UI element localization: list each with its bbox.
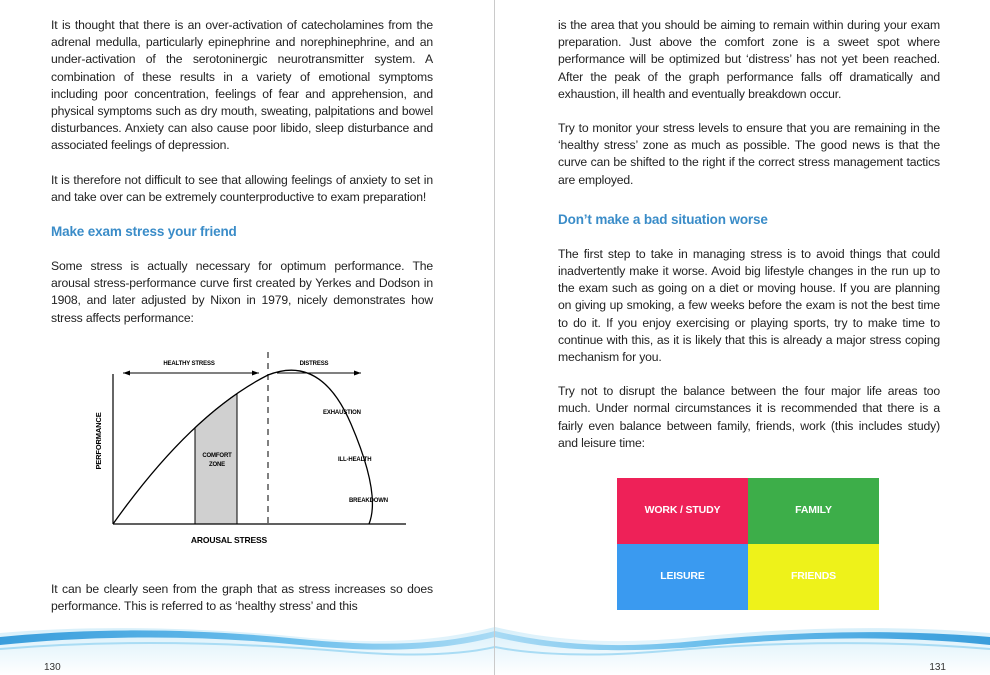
right-paragraph-4: Try not to disrupt the balance between the four major life areas too much. Under normal circumstances it is recommended that there is a fairly even balance between family, friends, work (this includes study) and leisure time: xyxy=(558,384,940,450)
stress-performance-diagram xyxy=(51,344,433,564)
section-heading-exam-stress: Make exam stress your friend xyxy=(51,224,237,240)
leisure-label: LEISURE xyxy=(660,570,705,583)
life-area-leisure xyxy=(617,544,748,610)
left-paragraph-2: It is therefore not difficult to see that allowing feelings of anxiety to set in and take over can be extremely counterproductive to exam preparation! xyxy=(51,172,433,204)
label-exhaustion: EXHAUSTION xyxy=(323,409,361,416)
right-page xyxy=(495,0,990,675)
friends-label: FRIENDS xyxy=(790,570,837,583)
label-comfort: COMFORT xyxy=(202,452,232,459)
left-paragraph-4: It can be clearly seen from the graph that as stress increases so does performance. This is referred to as ‘healthy stress’ and this xyxy=(51,581,433,614)
life-area-work-study xyxy=(617,478,748,544)
life-area-family xyxy=(748,478,879,544)
right-paragraph-1: is the area that you should be aiming to remain within during your exam preparation. Just above the comfort zone is a sweet spot where performance will be optimized but ‘distress’ has not yet been reached. After the peak of the graph performance falls off dramatically and exhaustion, ill health and eventually breakdown occur. xyxy=(558,18,940,101)
family-label: FAMILY xyxy=(795,504,832,517)
label-arousal-stress: AROUSAL STRESS xyxy=(190,534,268,545)
left-wave-decoration xyxy=(0,615,495,675)
right-wave-decoration xyxy=(495,615,990,675)
right-paragraph-2: Try to monitor your stress levels to ensure that you are remaining in the ‘healthy stress’ zone as much as possible. The good news is that the curve can be shifted to the right if the correct stress management tactics are employed. xyxy=(558,121,940,187)
right-paragraph-3: The first step to take in managing stress is to avoid things that could inadvertently make it worse. Avoid big lifestyle changes in the run up to the exam such as going on a diet or moving house. If you are planning on giving up smoking, a few weeks before the exam is not the best time to do it. If you enjoy exercising or playing sports, try to make time to continue with this, as it is likely that this is already a major stress coping mechanism for you. xyxy=(558,246,940,365)
right-text-column xyxy=(558,17,940,610)
work-study-label: WORK / STUDY xyxy=(644,504,721,517)
label-performance: PERFORMANCE xyxy=(94,412,103,470)
life-area-friends xyxy=(748,544,879,610)
arrowhead-left xyxy=(123,370,130,375)
label-breakdown: BREAKDOWN xyxy=(349,497,388,504)
arrowhead-distress xyxy=(354,370,361,375)
page-number-right: 131 xyxy=(929,662,946,673)
arrowhead-right xyxy=(252,370,259,375)
label-healthy-stress: HEALTHY STRESS xyxy=(163,360,215,367)
label-zone: ZONE xyxy=(208,461,226,468)
label-distress: DISTRESS xyxy=(299,360,329,367)
left-paragraph-3: Some stress is actually necessary for optimum performance. The arousal stress-performance curve first created by Yerkes and Dodson in 1908, and later adjusted by Nixon in 1979, nicely demonstrates how stress affects performance: xyxy=(51,259,433,325)
left-paragraph-1: It is thought that there is an over-activation of catecholamines from the adrenal medulla, particularly epinephrine and norephinephrine, and an under-activation of the serotoninergic neurotransmitter system. A combination of these results in a variety of emotional symptoms including poor concentration, feelings of fear and apprehension, and physical symptoms such as dry mouth, sweating, palpitations and bowel disturbances. Anxiety can also cause poor libido, sleep disturbance and associated feelings of depression. xyxy=(51,18,433,153)
left-text-column xyxy=(51,17,433,632)
stress-performance-svg xyxy=(51,344,433,564)
section-heading-bad-situation: Don’t make a bad situation worse xyxy=(558,211,768,227)
performance-curve xyxy=(113,370,372,524)
page-number-left: 130 xyxy=(44,662,61,673)
life-areas-grid xyxy=(617,478,879,610)
label-ill-health: ILL-HEALTH xyxy=(338,456,372,463)
